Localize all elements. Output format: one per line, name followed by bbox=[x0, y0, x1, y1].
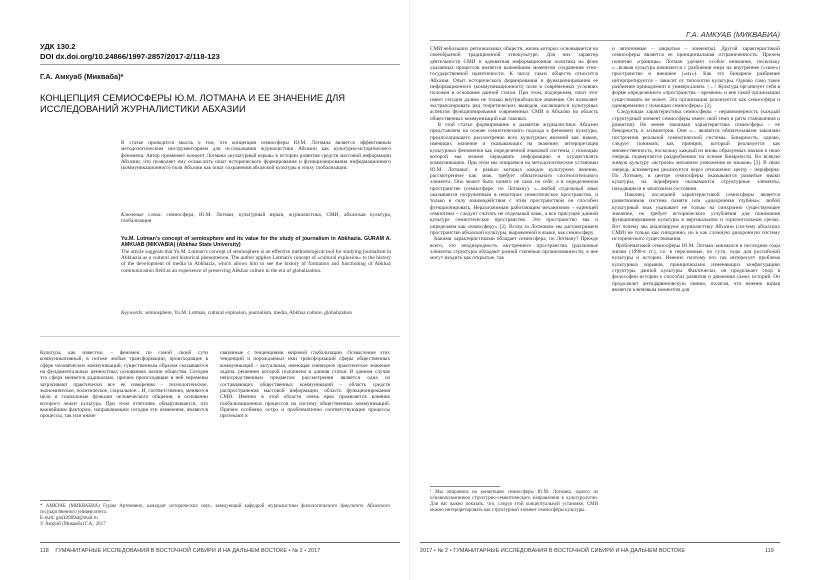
author-footnote bbox=[40, 504, 390, 528]
right-footnote: ¹ Мы опираемся на концепцию семиосферы Ю.М. Лотмана, одного из основоположников структурно-семиотического направления в культурологии. Для нас важно показать, что, следуя этой концептуальной установке, СМИ можно интерпретировать как структурный элемент семиосферы культуры. bbox=[430, 490, 598, 513]
journal-name: ГУМАНИТАРНЫЕ ИССЛЕДОВАНИЯ В ВОСТОЧНОЙ СИБИРИ И НА ДАЛЬНЕМ ВОСТОКЕ • № 2 • 2017 bbox=[55, 548, 321, 554]
right-column-1 bbox=[430, 46, 598, 262]
author-footnote-text: * АМКУАБ (МИКВАБИА) Гурам Артемович, кандидат исторических наук, заведующий кафедрой журналистики филологического факультета Абхазского государственного университета. bbox=[40, 504, 390, 515]
right-footnote-divider bbox=[430, 486, 500, 487]
right-col1-para2: В этой статье формирование и развитие журналистики Абхазии представлено на основе семиотического подхода к феномену культуры, предполагающего рассмотрение всех культурных явлений как знаков, имеющих значение и указывающих на значение; интерпретация культурных феноменов как определенной языковой системы, с помощью которой мы можем передавать информацию и осуществлять коммуникацию. При этом мы опираемся на методологические установки Ю.М. Лотмана¹, в рамках которых каждое культурное явление, рассмотренное как знак, требует обязательного соотносительного элемента. Оно может быть понято не само по себе, а в определенном пространстве (семиосфере, по Лотману). «...любой отдельный язык оказывается погруженным в некоторое семиотическое пространство, и только в силу взаимодействия с этим пространством он способен функционировать. Неразложимым работающим механизмом – единицей семиотики – следует считать не отдельный язык, а все присущее данной культуре семиотическое пространство. Это пространство мы и определяем как семиосферу» [3]. Вслед за Лотманом мы рассматриваем пространство абхазской культуры, выраженной в языке, как семиосферу. bbox=[430, 122, 599, 236]
right-column-2 bbox=[612, 46, 780, 293]
body-column-1: Культура, как известно, – феномен по самой своей сути коммуникативный, в потоке любые трансформации, происходящие в сфере человеческих коммуникаций, существенным образом сказываются на фундаментальных ценностных основаниях жизни общества. Сегодня эта сфера меняется радикально, причем происходящие в ней перемены затрагивают практически все ее измерения – технологическое, экономическое, политическое, социальное... И, соответственно, меняются цели и социальные функции человеческого общения, в основании которого лежит культура. При этом отчетливо обнаруживается, что важнейшим фактором, направляющим сегодня эти изменения, являются процессы, так или иначе bbox=[40, 350, 208, 420]
author-email[interactable]: E-mail: garik2009at@mail.ru bbox=[40, 515, 98, 521]
running-head: Г.А. АМКУАБ (МИКВАБИА) bbox=[686, 30, 780, 39]
right-footer-rule bbox=[420, 542, 780, 543]
right-col1-para1: СМИ небольших региональных обществ, жизнь которых основывается на своеобразной традиционной этнокультуре. Для них характер деятельности СМИ и адекватная информационная политика на фоне указанных процессов является важнейшим моментом сохранения этно-государственной идентичности. К числу таких обществ относится Абхазия. Опыт исторического формирования и функционирования ее информационного (коммуникационного) поля в современных условиях положен в основание данной статьи. При этом, подчеркнем, опыт этот имеет сегодня далеко не только внутриабхазское значение. Он позволяет экстраполировать ряд теоретических выводов, касающихся культурных аспектов функционирования современных СМИ в Абхазии на область общественных коммуникаций как таковых. bbox=[430, 46, 598, 122]
author-name: Г.А. Амкуаб (Микваба)* bbox=[40, 72, 124, 81]
body-column-2: связанные с тенденциями мировой глобализации. Осмысление этих тенденций и порождаемых ими трансформаций сферы общественных коммуникаций – актуальная, имеющая очевидное практическое значение задача, решению которой подчинена и данная статья. В данном случае непосредственным предметом рассмотрения является одна из составляющих общественных коммуникаций – область средств распространения массовой информации, область функционирования СМИ. Именно в этой области очень ярко проявляется влияние глобализационных процессов на систему общественных коммуникаций. Причем особенно остро и проблематично соответствующие процессы протекают в bbox=[220, 350, 390, 420]
abstract-ru-text: В статье проводится мысль о том, что концепция семиосферы Ю.М. Лотмана является эффективным методологическим инструментарием для исследования журналистики Абхазии как культурно-исторического феномена. Автор применяет концепт Лотмана «культурный взрыв» к истории развития средств массовой информации Абхазии, что позволяет ему осмыслить опыт исторического формирования и функционирования информационного (коммуникационного) поля Абхазии как опыт сохранения абхазской культуры в эпоху глобализации. bbox=[121, 140, 391, 172]
keywords-en-label: Keywords: bbox=[121, 310, 144, 316]
abstract-en-title: Yu.M. Lotman's concept of semiosphere and its value for the study of journalism in Abkhazia. bbox=[121, 236, 363, 242]
footer-rule bbox=[40, 542, 400, 543]
abstract-en bbox=[121, 236, 391, 274]
copyright: © Амкуаб (Микваба) Г.А., 2017 bbox=[40, 521, 106, 527]
header-divider bbox=[40, 64, 400, 65]
right-col2-para1: и автономные – закрытые – элементы). Другой характеристикой семиосферы является ее принципиальная отграниченность. Причем понятию «границы» Лотман уделяет особое внимание, поскольку «...всякая культура начинается с разбиения мира на внутреннее («свое») пространство и внешнее («их»). Как это бинарное разбиение интерпретируется – зависит от типологии культуры. Однако само такое разбиение принадлежит к универсалиям. <...> Культура организует себя в форме определенного «пространства – времени» и вне такой организации существовать не может. Эта организация реализуется как семиосфера и одновременно с помощью семиосферы» [3]. bbox=[612, 46, 780, 110]
right-col1-para3: Какими характеристиками обладает семиосфера, по Лотману? Прежде всего, это неоднородность внутреннего пространства (различные элементы структуры обладают разной степенью организованности, в нее могут входить как открытые, так bbox=[430, 236, 598, 262]
keywords-en-text: semiosphere, Yu.M. Lotman, cultural explosion, journalism, media, Abkhaz culture, globalization bbox=[145, 310, 352, 316]
keywords-ru-text: семиосфера, Ю.М. Лотман, культурный взрыв, журналистика, СМИ, абхазская культура, глобализация bbox=[121, 212, 391, 225]
right-col2-para2: Следующая характеристика семиосферы – неравномерность (каждый структурный элемент семиосферы имеет свой темп и ритм становления и развития). Не менее значимая характеристика семиосферы – ее бинарность и асимметрия. Они «... являются обязательными законами построения реальной семиотической системы. Бинарность, однако, следует понимать как принцип, который реализуется как множественность, поскольку каждый из вновь образуемых языков в свою очередь подвергается раздроблению на основе бинарности. Во всякую живую культуру «встроен» механизм умножения ее языков» [3]. В свою очередь асимметрия реализуется через отношение: центр – периферия. По Лотману, в центре семиосферы оказываются развитые языки культуры, на периферии оказываются структурные элементы, находящиеся в зачаточном состоянии. bbox=[612, 109, 781, 192]
abstract-en-text: The article suggests that Yu.M. Lotman's concept of semiosphere is an effective methodological tool for studying journalism in Abkhazia as a cultural and historical phenomenon. The author applies Lotman's concept of «cultural explosion» to the history of the development of media in Abkhazia, which allows him to see the history of formation and functioning of Abkhaz communication field as an experience of preserving Abkhaz culture in the era of globalization. bbox=[121, 248, 391, 274]
article-title: КОНЦЕПЦИЯ СЕМИОСФЕРЫ Ю.М. ЛОТМАНА И ЕЕ ЗНАЧЕНИЕ ДЛЯ ИССЛЕДОВАНИЙ ЖУРНАЛИСТИКИ АБХАЗИИ bbox=[40, 92, 346, 114]
keywords-en bbox=[121, 310, 391, 316]
abstract-en-author: GURAM A. AMKUAB (MIKVABIA) (Abkhaz State University) bbox=[121, 236, 391, 249]
right-page-number: 119 bbox=[765, 548, 774, 554]
doi-link[interactable]: DOI dx.doi.org/10.24866/1997-2857/2017-2/118-123 bbox=[40, 52, 220, 61]
udk-code: УДК 130.2 bbox=[40, 42, 76, 51]
page-number: 118 bbox=[40, 548, 49, 554]
running-head-rule bbox=[430, 40, 780, 41]
right-col2-para4: Проблематикой семиосферы Ю.М. Лотман занимался в последние годы жизни (1990-е гг.), т.е. в переломные, по сути, годы для российской культуры и истории. Именно поэтому его так интересует проблема культурных взрывов, принципиально изменяющих конфигурацию структуры данной культуры. Фактически, он продолжает спор в философии истории о способах развития и движения самих историй. Он продолжает антидарвиновскую линию, полагая, что именно взрыв является ключевым моментом для bbox=[612, 242, 780, 294]
abstract-ru bbox=[121, 140, 391, 172]
right-col2-para3: Наконец, последней характеристикой семиосферы является разветвленная система памяти или «диахронная глубина»: любой культурный знак указывает не только на синхронно существующее значение, но требует исторического углубления для понимания функционирования культуры в вертикальном и горизонтальном срезах. Вот почему мы анализируем журналистику Абхазии (систему абхазских СМИ) не только как синхронно, но и как сложную диахронную систему исторического существования. bbox=[612, 191, 780, 243]
right-page bbox=[410, 0, 820, 580]
keywords-ru-label: Ключевые слова: bbox=[121, 212, 163, 218]
page-footer-right bbox=[420, 548, 685, 554]
abstract-divider bbox=[40, 336, 400, 337]
page-footer-left bbox=[40, 548, 320, 554]
footnote-divider bbox=[40, 500, 110, 501]
keywords-ru bbox=[121, 212, 391, 225]
right-journal-name: 2017 • № 2 • ГУМАНИТАРНЫЕ ИССЛЕДОВАНИЯ В ВОСТОЧНОЙ СИБИРИ И НА ДАЛЬНЕМ ВОСТОКЕ bbox=[420, 548, 686, 554]
